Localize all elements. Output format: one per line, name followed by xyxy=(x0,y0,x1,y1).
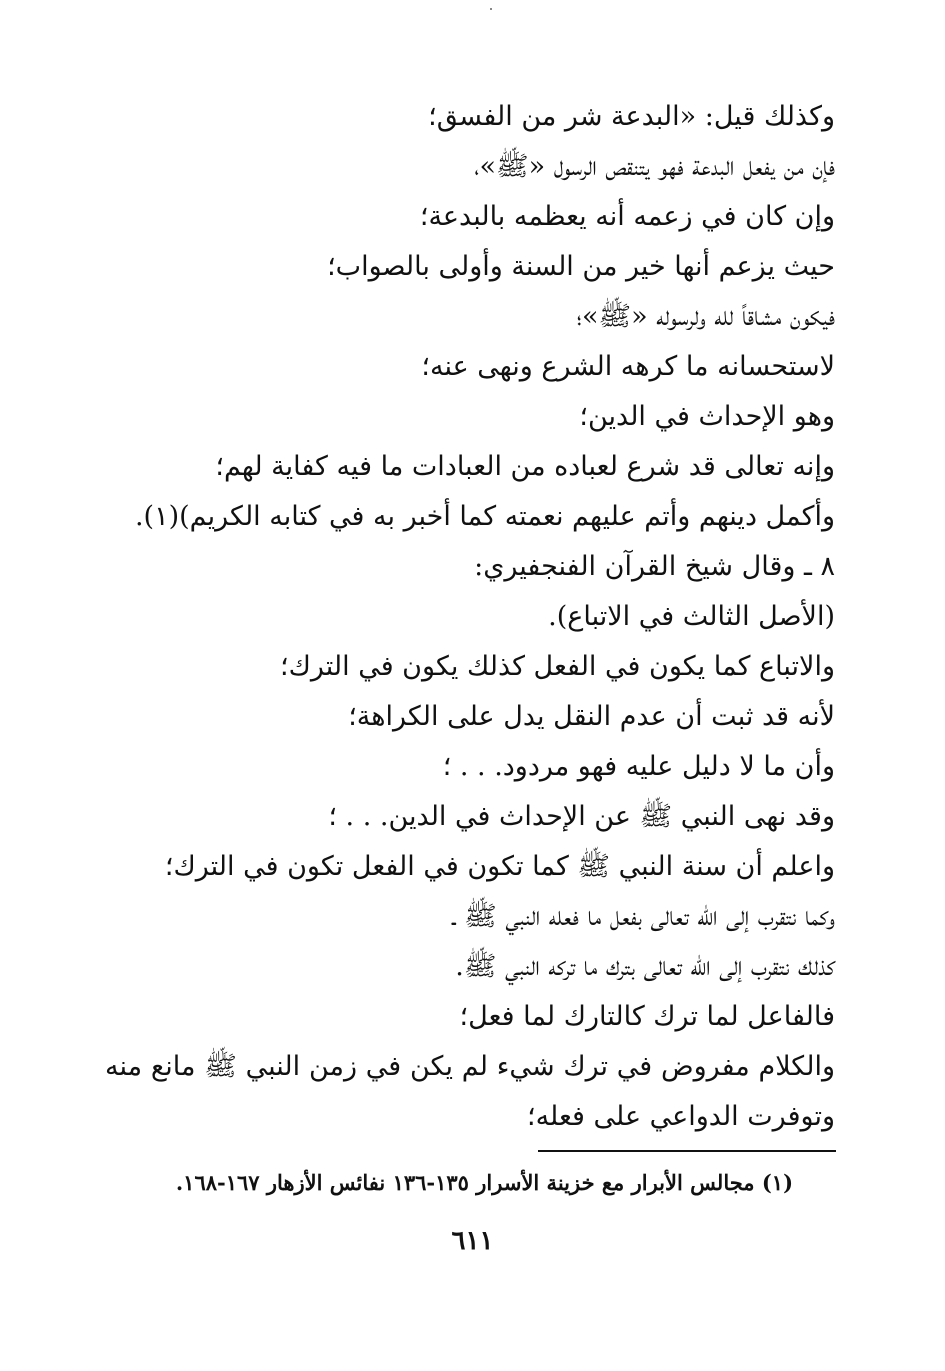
text-line: وهو الإحداث في الدين؛ xyxy=(579,401,835,432)
text-line: فإن من يفعل البدعة فهو يتنقص الرسول «ﷺ»، xyxy=(474,151,835,182)
footnote: (١) مجالس الأبرار مع خزينة الأسرار ١٣٥-١٣٦ نفائس الأزهار ١٦٧-١٦٨. xyxy=(175,1170,793,1195)
text-line: والكلام مفروض في ترك شيء لم يكن في زمن النبي ﷺ مانع منه xyxy=(105,1051,835,1082)
text-line: وإن كان في زعمه أنه يعظمه بالبدعة؛ xyxy=(419,201,835,232)
text-line: لأنه قد ثبت أن عدم النقل يدل على الكراهة؛ xyxy=(348,701,835,732)
text-line: وأن ما لا دليل عليه فهو مردود. . . ؛ xyxy=(442,751,835,782)
main-text xyxy=(105,92,835,1142)
text-line: وأكمل دينهم وأتم عليهم نعمته كما أخبر به في كتابه الكريم)(١). xyxy=(134,501,835,532)
text-line: فيكون مشاقاً لله ولرسوله «ﷺ»؛ xyxy=(576,301,835,332)
text-line: لاستحسانه ما كرهه الشرع ونهى عنه؛ xyxy=(421,351,835,382)
text-line: وقد نهى النبي ﷺ عن الإحداث في الدين. . . ؛ xyxy=(328,801,835,832)
text-line: حيث يزعم أنها خير من السنة وأولى بالصواب؛ xyxy=(327,251,835,282)
text-line: والاتباع كما يكون في الفعل كذلك يكون في الترك؛ xyxy=(280,651,835,682)
text-line: واعلم أن سنة النبي ﷺ كما تكون في الفعل تكون في الترك؛ xyxy=(164,851,835,882)
text-line: وتوفرت الدواعي على فعله؛ xyxy=(526,1101,835,1132)
footnote-divider xyxy=(538,1150,836,1152)
text-line: كذلك نتقرب إلى الله تعالى بترك ما تركه النبي ﷺ. xyxy=(455,951,835,982)
scan-mark xyxy=(490,8,492,10)
section-heading: ٨ ـ وقال شيخ القرآن الفنجفيري: xyxy=(474,551,835,582)
text-line: (الأصل الثالث في الاتباع). xyxy=(548,601,835,632)
text-line: فالفاعل لما ترك كالتارك لما فعل؛ xyxy=(459,1001,835,1032)
page-number: ٦١١ xyxy=(451,1226,494,1256)
text-line: وكما نتقرب إلى الله تعالى بفعل ما فعله النبي ﷺ ـ xyxy=(452,901,835,932)
text-line: وإنه تعالى قد شرع لعباده من العبادات ما فيه كفاية لهم؛ xyxy=(215,451,835,482)
text-line: وكذلك قيل: «البدعة شر من الفسق؛ xyxy=(428,101,835,132)
